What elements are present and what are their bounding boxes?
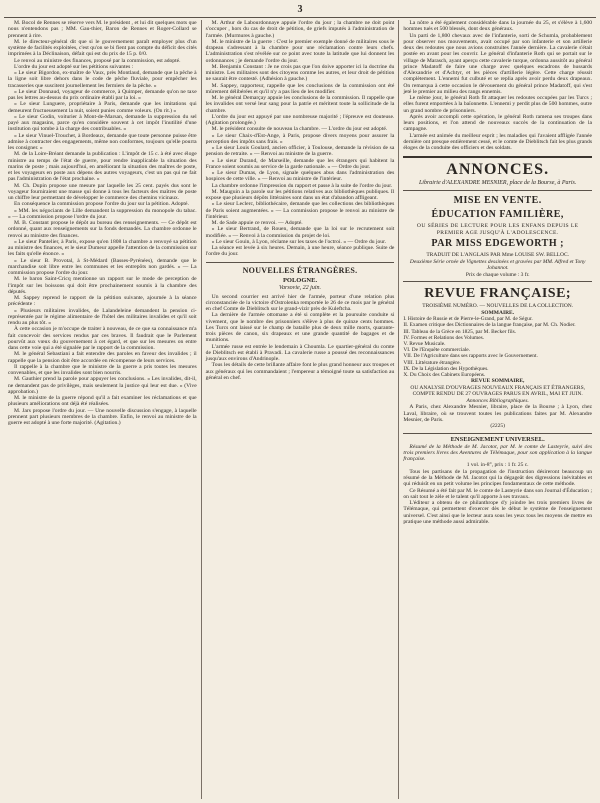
paragraph: « Le sieur Lunguere, propriétaire à Paris, demande que les imitations qui demeurent fructueusement la nuit, soient punies comme voleurs. (On rit.) » [8, 101, 197, 114]
paragraph: À cette occasion je m'occupe de traiter à nouveau, de ce que sa connaissance m'a fait concevoir des services rendus par ces braves. Il faudrait que le Parlement pourvût aux vœux du gouvernement à cet égard, et que sur les mesures on entre dans cette voie qui a été signalée par le rapport de la commission. [8, 326, 197, 351]
paragraph: M. le général Sebastiani a fait entendre des paroles en faveur des invalides ; il rappelle que la pension doit être accordée en récompense de leurs services. [8, 351, 197, 364]
paragraph: M. Mauguin a la parole sur les pétitions relatives aux bibliothèques publiques. Il expose que plusieurs dépôts littéraires sont dans un état d'abandon affligeant. [205, 188, 395, 201]
ad-price: Prix de chaque volume : 3 fr. [465, 271, 530, 278]
paragraph: « Le sieur Vinuel-Trouchet, à Bordeaux, demande que toute personne puisse être admise à contracter des engagements, même non conformes, toujours qu'elle pourra les consigner. » [8, 132, 197, 151]
column-3 [398, 20, 596, 799]
ad-education-familiere [403, 180, 592, 278]
paragraph: Le renvoi au ministre des finances, proposé par la commission, est adopté. [14, 57, 181, 64]
paragraph: M. le général Demarçay appuie les conclusions de la commission. Il rappelle que les invalides ont versé leur sang pour la patrie et méritent toute la sollicitude de la chambre. [205, 95, 395, 114]
paragraph: L'armée russe est entrée le lendemain à Choumla. Le quartier-général du comte de Dieblitsch est établi à Pravadi. La cavalerie russe a poussé des reconnaissances jusqu'aux environs d'Andrinople. [205, 343, 395, 362]
paragraph: La dernière de l'armée ottomane a été si complète et la poursuite conduite si vivement, que le nombre des prisonniers s'élève à plus de quinze cents hommes. Les Turcs ont laissé sur le champ de bataille plus de deux mille morts, quarante-trois pièces de canon, six drapeaux et une grande quantité de bagages et de munitions. [205, 312, 395, 344]
paragraph: M. Gauthier prend la parole pour appuyer les conclusions. « Les invalides, dit-il, ne demandent pas de privilèges, mais seulement la justice qui leur est due. » (Vive approbation.) [8, 376, 197, 395]
paragraph: Résumé de la Méthode de M. Jacotot, par M. le comte de Lasteyrie, suivi des trois premiers livres des Aventures de Télémaque, pour son application à la langue française. [403, 443, 593, 463]
paragraph: M. de la Loire-Bréant demande la publication : L'impôt de 15 c. à été avec éloge ministre au temps de l'état de guerre, pour rendre inapplicable la situation des marins de poste ; mais aujourd'hui, en améliorant la situation des maîtres de poste, et les voyageurs en poste aux dépens des autres voyageurs, c'est un pas qui ne fait pas l'administration de l'état prochaine. » [8, 151, 197, 183]
list-item: I. Histoire de Russie et de Pierre-le-Grand, par M. de Ségur. [403, 316, 533, 323]
paragraph: L'armée est animée du meilleur esprit ; les maladies qui l'avaient affligée l'année dernière ont presque entièrement cessé, et le comte de Dieblitsch fait les plus grands éloges de la conduite des officiers et des soldats. [403, 132, 593, 151]
list-item: III. Tableau de la Grèce en 1825, par M. Becker fils. [403, 328, 517, 335]
ad-title: REVUE FRANÇAISE; [424, 286, 572, 302]
paragraph: « Le sieur Louis Goulard, ancien officier, à Toulouse, demande la révision de sa pension de retraite. » — Renvoi au ministre de la guerre. [205, 145, 395, 158]
paragraph: La séance est levée à six heures. Demain, à une heure, séance publique. Suite de l'ordre du jour. [205, 245, 395, 258]
column-2 [201, 20, 399, 799]
summary2-text: OU ANALYSE D'OUVRAGES NOUVEAUX FRANÇAIS ET ÉTRANGERS, COMPTE RENDU DE 27 OUVRAGES PARUS EN AVRIL, MAI ET JUIN. [410, 384, 586, 398]
list-item: IV. Formes et Relations des Volumes. [403, 334, 485, 341]
ad-translator: TRADUIT DE L'ANGLAIS PAR Mme LOUISE SW. BELLOC. [426, 252, 570, 259]
paragraph: M. le ministre de la guerre répond qu'il a fait examiner les réclamations et que plusieurs améliorations ont déjà été réalisées. [8, 395, 197, 408]
paragraph: « Le sieur Leclerc, bibliothécaire, demande que les collections des bibliothèques de Paris soient augmentées. » — La commission propose le renvoi au ministre de l'intérieur. [205, 201, 395, 220]
paragraph: Après avoir accompli cette opération, le général Roth ramena ses troupes dans leurs positions, et l'on attend de nouveaux succès de la continuation de la campagne. [403, 113, 593, 133]
paragraph: Il rappelle à la chambre que le ministre de la guerre a pris toutes les mesures convenables, et que les invalides sont bien nourris. [8, 363, 197, 376]
paragraph: M. le ministre de la guerre : C'est le premier exemple donné de militaires sous le drapeau s'adressant à la chambre pour une réclamation contre leurs chefs. L'administration s'est révélée sur ce point avec toute la latitude que lui donnent les ordonnances ; je demande l'ordre du jour. [205, 38, 395, 64]
ad-ref: (2225) [490, 423, 506, 430]
paragraph: « Le sieur Godin, voiturier à Mont-de-Marsan, demande la suppression du sel payé aux magasins, parce qu'en considère souvent à cet impôt l'inutilité d'une institution qui tombe à la charge des contribuables. » [8, 113, 197, 133]
summary-label: SOMMAIRE. [481, 309, 515, 316]
paragraph: Un second courrier est arrivé hier de l'armée, porteur d'une relation plus circonstanciée de la victoire d'Ostrolenka remportée le 26 de ce mois par le général en chef Comte de Dieblitsch sur le grand-vizir près de Kuleftcha. [205, 293, 395, 312]
paragraph: M. de Sade appuie ce renvoi. — Adopté. [211, 220, 303, 226]
country-heading: POLOGNE. [282, 276, 318, 284]
list-item: X. Du Choix des Cabinets Européens. [403, 372, 486, 379]
table-of-contents [403, 316, 592, 378]
list-item: V. Revue Musicale. [403, 341, 446, 348]
list-item: VI. De l'Enquête commerciale. [403, 347, 471, 354]
paragraph: M. Benjamin Constant : Je ne crois pas que l'on doive apporter ici la doctrine du ministre. Les militaires sont des citoyens comme les autres, et leur droit de pétition ne saurait être contesté. (Adhésion à gauche.) [205, 63, 395, 83]
paragraph: « Le sieur Bigordon, ex-maître de Vaux, près Montlaud, demande que la pêche à la ligne soit libre dehors dans le code de pêche fluviale, pour empêcher les tracasseries que suscitent journellement les fermiers de la pêche. » [8, 70, 197, 89]
paragraph: « Le sieur Dumas, de Lyon, signale quelques abus dans l'administration des hospices de cette ville. » — Renvoi au ministre de l'intérieur. [205, 170, 395, 183]
list-item: VII. De l'Agriculture dans ses rapports avec le Gouvernement. [403, 353, 538, 360]
ad-publisher: Librairie d'ALEXANDRE MESNIER, place de la Bourse, à Paris. [418, 180, 577, 187]
paragraph: M. le président consulte de nouveau la chambre. — L'ordre du jour est adopté. [211, 126, 388, 133]
ad-author: PAR MISS EDGEWORTH ; [431, 238, 564, 250]
paragraph: « Le sieur B. Provotal, à St-Médard (Basses-Pyrénées), demande que le marchandise soit libre entre les communes et les entrepôts non gardés. » — La commission propose l'ordre du jour. [8, 257, 197, 276]
paragraph: M. B. Constant propose le dépôt au bureau des renseignements. — Ce dépôt est ordonné, quant aux renseignements sur la fonds demandés. La chambre ordonne le renvoi au ministre des finances. [8, 220, 197, 239]
annonces-heading: ANNONCES. [403, 156, 592, 179]
paragraph: Ce Résumé a été fait par M. le comte de Lasteyrie dans son Journal d'Éducation ; on sait tout le zèle et le talent qu'il apporte à ses travaux. [403, 487, 593, 500]
paragraph: « Le sieur Pantelier, à Paris, expose qu'en 1808 la chambre a renvoyé sa pétition au ministre des finances, et le sieur Dumeur appelle l'attention de la commission sur les faits qu'elle énonce. » [8, 238, 197, 258]
paragraph: M. le directeur-général dit que si le gouvernement paraît employer plus d'un système de facilités exploitées, c'est qu'on se bi fient pas compte du déficit des cités imprimées à la Déclinaison, défait qui est du prix de 15 p. 0/0. [8, 38, 197, 58]
ad-title: ÉDUCATION FAMILIÈRE, [431, 209, 564, 221]
page-number: 3 [297, 4, 303, 15]
column-1 [4, 20, 201, 799]
paragraph: L'ordre du jour est adopté sur les pétitions suivantes : [14, 63, 134, 70]
ad-revue-francaise [403, 281, 592, 429]
paragraph: La chambre ordonne l'impression du rapport et passe à la suite de l'ordre du jour. [211, 182, 393, 189]
header-rule [4, 17, 596, 18]
list-item: IX. De la Législation des Hypothèques. [403, 365, 489, 372]
paragraph: « Le sieur Chaix-d'Est-Ange, à Paris, propose divers moyens pour assurer la perception des impôts sans frais. » [205, 132, 395, 145]
ad-enseignement [403, 433, 592, 526]
paragraph: Tous les partisans de la propagation de l'instruction désireront beaucoup un résumé de la Méthode de M. Jacotot qui la dégageât des digressions inévitables et qui réduisît en un petit volume les principes fondamentaux de cette méthode. [403, 468, 593, 488]
paragraph: M. Sappey, rapporteur, rappelle que les conclusions de la commission ont été mûrement délibérées et qu'il n'y a pas lieu de les modifier. [205, 82, 395, 95]
paragraph: « Le sieur Durand, de Marseille, demande que les étrangers qui habitent la France soient soumis au service de la garde nationale. » — Ordre du jour. [205, 157, 395, 170]
ad-subtitle: OU SÉRIES DE LECTURE POUR LES ENFANS DEPUIS LE PREMIER AGE JUSQU'À L'ADOLESCENCE. [416, 223, 579, 236]
notices-label: Annonces Bibliographiques. [466, 397, 529, 404]
paragraph: Le même jour, le général Roth fit attaquer les redoutes occupées par les Turcs ; elles furent emportées à la baïonnette. L'ennemi y perdit plus de 500 hommes, outre un grand nombre de prisonniers. [403, 95, 593, 114]
paragraph: « Le sieur Bertrand, de Rouen, demande que la loi sur le recrutement soit modifiée. » — Renvoi à la commission du projet de loi. [205, 226, 395, 239]
ad-issue: TROISIÈME NUMÉRO. — NOUVELLES DE LA COLLECTION. [422, 303, 574, 310]
paragraph: « Le sieur Donnaud, voyageur de commerce, à Quimper, demande qu'on ne taxe pas les lettres au-dessus du prix ordinaire établi par la loi. » [8, 88, 197, 101]
summary2-label: REVUE SOMMAIRE, [470, 378, 525, 385]
paragraph: M. Ch. Dupin propose une mesure par laquelle les 25 cent. payés dus sont le voyageur fourniraient une masse qui donne à tous les facteurs des maîtres de poste un chiffre leur permettant de développer le commerce des chemins vicinaux. [8, 182, 197, 201]
ad-title: ENSEIGNEMENT UNIVERSEL. [450, 435, 545, 443]
paragraph: M. Jars propose l'ordre du jour. — Une nouvelle discussion s'engage, à laquelle prennent part plusieurs membres de la chambre. Enfin, le renvoi au ministre de la guerre est adopté à une forte majorité. (Agitation.) [8, 407, 197, 426]
paragraph: M. Sappey reprend le rapport de la pétition suivante, ajournée à la séance précédente : [8, 295, 197, 308]
foreign-news-heading: NOUVELLES ÉTRANGÈRES. [206, 262, 395, 276]
dateline: Varsovie, 22 juin. [279, 284, 321, 291]
paragraph: La nôtre a été également considérable dans la journée du 25, et s'élève à 1,600 hommes tués et 500 blessés, dont deux généraux. [403, 20, 593, 33]
paragraph: L'ordre du jour est appuyé par une nombreuse majorité ; l'épreuve est douteuse. (Agitation prolongée.) [205, 113, 395, 126]
list-item: II. Examen critique des Dictionnaires de la langue française, par M. Ch. Nodier. [403, 322, 576, 329]
ad-where: A Paris, chez Alexandre Mesnier, libraire, place de la Bourse ; à Lyon, chez Laval, libraire, où se trouvent toutes les publications faites par M. Alexandre Mesnier, de Paris. [403, 404, 593, 423]
newspaper-columns [4, 20, 596, 799]
ad-status: MISE EN VENTE. [453, 195, 542, 207]
paragraph: « Plusieurs militaires invalides, de Lalandeleine demandent la pension ci-représentée par le régime alimentaire de l'hôtel des militaires invalides et qu'il soit rendu au plus tôt. » [8, 307, 197, 326]
paragraph: Un parti de 1,800 chevaux avec de l'infanterie, sorti de Schumla, probablement pour observer nos mouvements, avait occupé par son infanterie et son artillerie deux des redoutes que nous avions construites l'année dernière. La cavalerie s'était postée en avant pour les couvrir. Le général d'infanterie Roth qui se portait sur le village de Marasch, ayant aperçu cette cavalerie turque, ordonna aussitôt au général prince Madatoff de faire une charge avec quelques escadrons de hussards d'Alexandrie et d'Achtyr, et les pièces d'artillerie légère. Cette charge réussit complètement. L'ennemi fut culbuté et se replia après avoir perdu deux drapeaux. On remarqua à cette occasion le dévouement du général prince Madatoff, qui s'est jeté le premier au milieu des rangs ennemis. [403, 32, 593, 95]
ad-series: Deuxième Série ornée de Vignettes dessinées et gravées par MM. Alfred et Tony Johannot. [409, 258, 586, 272]
paragraph: L'éditeur a obtenu de ce philanthrope d'y joindre les trois premiers livres de Télémaque, qui permettent d'exercer dès le début le système de l'enseignement universel. C'est ainsi que le lecteur aura sous les yeux tous les moyens de mettre en pratique une méthode aussi admirable. [403, 500, 593, 525]
paragraph: M. Bocol de Rennes se réserve vers M. le président , et lui dit quelques mots que nous n'entendons pas ; MM. Gau-thier, Baron de Rennes et Roger-Collard se prennent à rire. [8, 20, 197, 39]
paragraph: « Le sieur Gouin, à Lyon, réclame sur les taxes de l'octroi. » — Ordre du jour. [211, 238, 387, 245]
list-item: VIII. Littérature étrangère. [403, 359, 461, 366]
paragraph: « MM. les négociants de Lille demandent la suppression du monopole du tabac. » — La commission propose l'ordre du jour. [8, 207, 197, 220]
paragraph: Tous les détails de cette brillante affaire font le plus grand honneur aux troupes et aux généraux qui les commandaient ; l'empereur a témoigné toute sa satisfaction au général en chef. [205, 362, 395, 381]
paragraph: M. le baron Saint-Cricq mentionne un rapport sur le mode de perception de l'impôt sur les boissons qui doit être prochainement soumis à la chambre des députés. [8, 276, 197, 295]
paragraph: M. Arthur de Labourdonnaye appuie l'ordre du jour ; la chambre ne doit point s'occuper , hors du cas de droit de pétition, de griefs imputés à l'administration de l'armée. (Murmures à gauche.) [205, 20, 395, 39]
ad-price: 1 vol. in-8°, prix : 1 fr. 25 c. [466, 462, 529, 469]
paragraph: En conséquence la commission propose l'ordre du jour sur la pétition. Adopté. [14, 201, 189, 208]
